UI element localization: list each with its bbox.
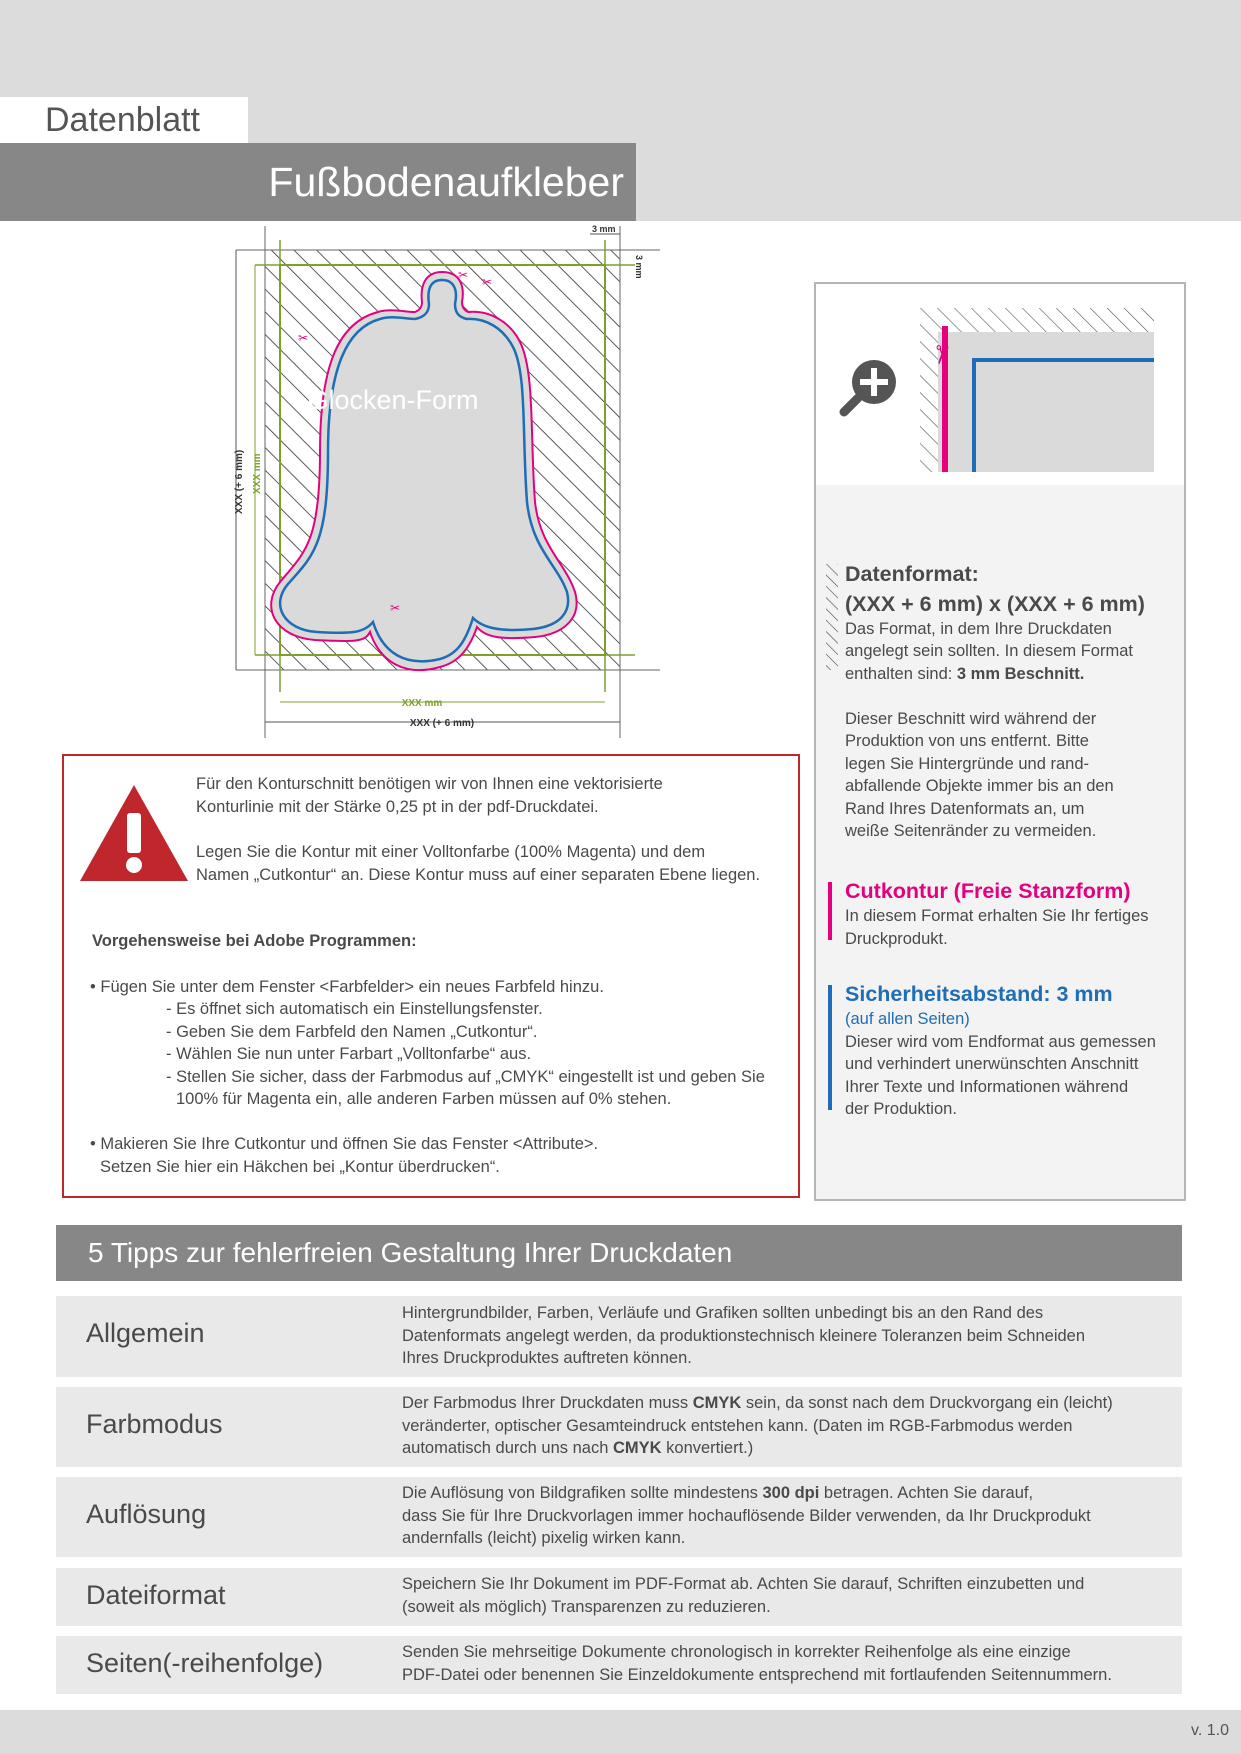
warning-para1-l1: Für den Konturschnitt benötigen wir von Ihnen eine vektorisierte	[196, 775, 663, 793]
svg-text:✂: ✂	[482, 275, 493, 289]
tip-text: Speichern Sie Ihr Dokument im PDF-Format ab. Achten Sie darauf, Schriften einzubetten und (soweit als möglich) Transparenzen zu reduzieren.	[402, 1575, 1085, 1616]
substep-1: - Es öffnet sich automatisch ein Einstellungsfenster.	[166, 1000, 543, 1018]
tip-label: Auflösung	[86, 1499, 207, 1529]
dim-height-inner: XXX mm	[252, 453, 263, 494]
tip-label: Allgemein	[86, 1318, 205, 1348]
warning-icon	[78, 783, 190, 883]
safe-sub: (auf allen Seiten)	[845, 1010, 970, 1028]
bleed-l4: abfallende Objekte immer bis an den	[845, 777, 1114, 795]
cut-bar	[828, 882, 832, 940]
safe-l4: der Produktion.	[845, 1100, 957, 1118]
substep-4-l1: - Stellen Sie sicher, dass der Farbmodus auf „CMYK“ eingestellt ist und geben Sie	[166, 1068, 765, 1086]
svg-text:✂: ✂	[927, 344, 957, 366]
dim-bleed-top: 3 mm	[592, 224, 616, 234]
tip-text: Senden Sie mehrseitige Dokumente chronologisch in korrekter Reihenfolge als eine einzige PDF-Datei oder benennen Sie Einzeldokumente entsprechend mit fortlaufenden Seitennummern.	[402, 1643, 1112, 1684]
cut-l1: In diesem Format erhalten Sie Ihr fertiges	[845, 907, 1149, 925]
version-label: v. 1.0	[1191, 1722, 1229, 1739]
tip-label: Farbmodus	[86, 1409, 223, 1439]
safe-l2: und verhindert unerwünschten Anschnitt	[845, 1055, 1139, 1073]
cut-l2: Druckprodukt.	[845, 930, 948, 948]
corner-detail	[920, 308, 1154, 472]
dim-width-inner: XXX mm	[401, 698, 443, 709]
svg-text:✂: ✂	[298, 331, 309, 345]
tip-label: Seiten(-reihenfolge)	[86, 1648, 324, 1678]
format-title: Datenformat:	[845, 562, 979, 586]
tip-label: Dateiformat	[86, 1580, 226, 1610]
bleed-l1: Dieser Beschnitt wird während der	[845, 710, 1097, 728]
format-value: (XXX + 6 mm) x (XXX + 6 mm)	[845, 592, 1145, 616]
tip-text: Hintergrundbilder, Farben, Verläufe und Grafiken sollten unbedingt bis an den Rand des Datenformats angelegt werden, da produktionstechnisch kleinere Toleranzen beim Schneiden Ihres Druckproduktes auftreten können.	[402, 1304, 1086, 1367]
product-title: Fußbodenaufkleber	[0, 143, 636, 221]
format-l1: Das Format, in dem Ihre Druckdaten	[845, 620, 1112, 638]
format-l2: angelegt sein sollten. In diesem Format	[845, 642, 1133, 660]
tip-row-allgemein	[56, 1296, 1182, 1377]
shape-label: Glocken-Form	[307, 385, 479, 415]
substep-4-l2: 100% für Magenta ein, alle anderen Farben müssen auf 0% stehen.	[176, 1090, 672, 1108]
bleed-hatch-bar	[826, 564, 838, 670]
bleed-l5: Rand Ihres Datenformats an, um	[845, 800, 1085, 818]
tip-row-aufloesung	[56, 1477, 1182, 1557]
info-panel	[814, 485, 1186, 1201]
bleed-l3: legen Sie Hintergründe und rand-	[845, 755, 1089, 773]
warning-para2-l1: Legen Sie die Kontur mit einer Volltonfarbe (100% Magenta) und dem	[196, 843, 706, 861]
dim-bleed-side: 3 mm	[634, 255, 644, 279]
step-2-l2: Setzen Sie hier ein Häkchen bei „Kontur überdrucken“.	[100, 1158, 500, 1176]
svg-text:✂: ✂	[390, 601, 401, 615]
safe-l1: Dieser wird vom Endformat aus gemessen	[845, 1033, 1156, 1051]
warning-para2-l2: Namen „Cutkontur“ an. Diese Kontur muss auf einer separaten Ebene liegen.	[196, 866, 761, 884]
substep-3: - Wählen Sie nun unter Farbart „Volltonfarbe“ aus.	[166, 1045, 532, 1063]
bleed-l2: Produktion von uns entfernt. Bitte	[845, 732, 1089, 750]
zoom-illustration	[814, 282, 1186, 487]
tip-row-farbmodus	[56, 1387, 1182, 1467]
svg-text:✂: ✂	[458, 268, 469, 282]
step-2-l1: • Makieren Sie Ihre Cutkontur und öffnen Sie das Fenster <Attribute>.	[90, 1135, 599, 1153]
safe-l3: Ihrer Texte und Informationen während	[845, 1078, 1129, 1096]
dim-width-outer: XXX (+ 6 mm)	[409, 718, 475, 729]
substep-2: - Geben Sie dem Farbfeld den Namen „Cutkontur“.	[166, 1023, 538, 1041]
cut-title: Cutkontur (Freie Stanzform)	[845, 879, 1131, 903]
magnifier-plus-icon	[838, 356, 900, 418]
format-l3: enthalten sind: 3 mm Beschnitt.	[845, 665, 1085, 683]
warning-box	[62, 754, 800, 1198]
bleed-l6: weiße Seitenränder zu vermeiden.	[845, 822, 1097, 840]
bell-diagram	[220, 222, 680, 742]
safe-title: Sicherheitsabstand: 3 mm	[845, 982, 1113, 1006]
tip-text: Die Auflösung von Bildgrafiken sollte mindestens 300 dpi betragen. Achten Sie darauf, dass Sie für Ihre Druckvorlagen immer hochauflösende Bilder verwenden, da Ihr Druckprodukt andernfalls (leicht) pixelig wirken kann.	[402, 1484, 1091, 1547]
dim-height-outer: XXX (+ 6 mm)	[234, 449, 245, 514]
safe-bar	[828, 985, 832, 1110]
procedure-title: Vorgehensweise bei Adobe Programmen:	[92, 932, 417, 950]
tips-title: 5 Tipps zur fehlerfreien Gestaltung Ihrer Druckdaten	[56, 1225, 1182, 1281]
tip-text: Der Farbmodus Ihrer Druckdaten muss CMYK sein, da sonst nach dem Druckvorgang ein (leicht) veränderter, optischer Gesamteindruck entstehen kann. (Daten im RGB-Farbmodus werden automatisch durch uns nach CMYK konvertiert.)	[402, 1394, 1113, 1457]
warning-para1-l2: Konturlinie mit der Stärke 0,25 pt in der pdf-Druckdatei.	[196, 798, 599, 816]
doc-label: Datenblatt	[0, 97, 248, 143]
step-1: • Fügen Sie unter dem Fenster <Farbfelder> ein neues Farbfeld hinzu.	[90, 978, 604, 996]
tip-row-seiten	[56, 1636, 1182, 1694]
footer	[0, 1710, 1241, 1754]
tip-row-dateiformat	[56, 1568, 1182, 1626]
